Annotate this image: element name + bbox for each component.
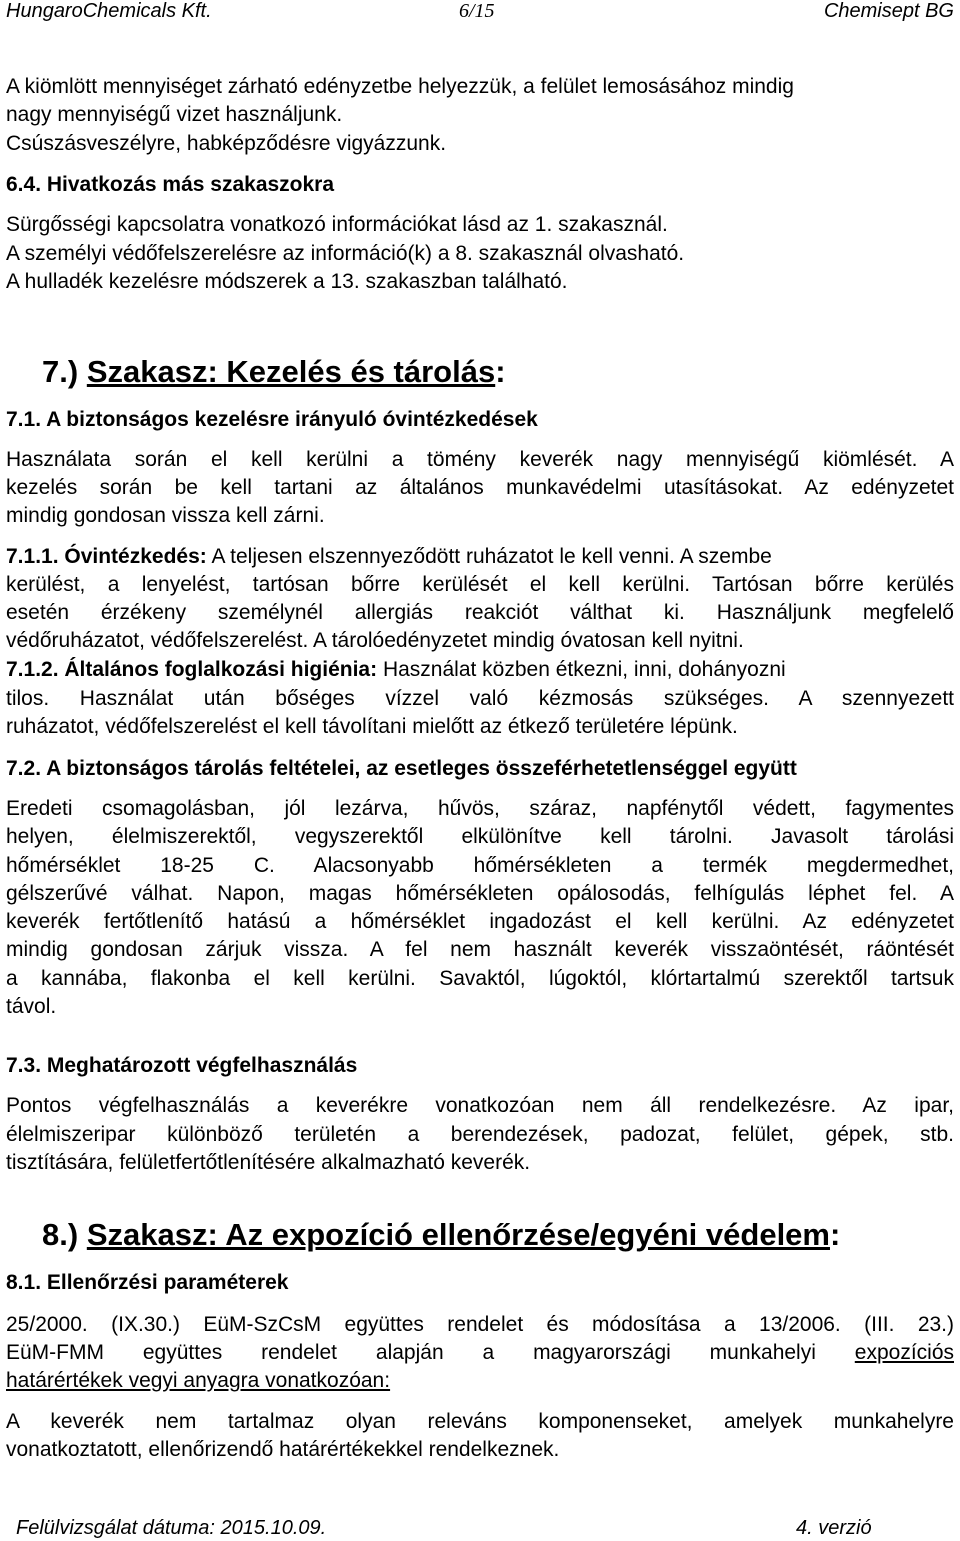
p73-line-3: tisztítására, felületfertőtlenítésére alkalmazható keverék.: [6, 1151, 531, 1174]
p711-line-4: védőruházatot, védőfelszerelést. A tárolóedényzetet mindig óvatosan kell nyitni.: [6, 629, 744, 652]
section-8-heading: [42, 1218, 840, 1252]
p712-line-1-text: Használat közben étkezni, inni, dohányozni: [382, 658, 786, 681]
p711-line-2: kerülést, a lenyelést, tartósan bőrre kerülését el kell kerülni. Tartósan bőrre kerülés: [6, 573, 954, 596]
section6-text-line-3: Csúszásveszélyre, habképződésre vigyázzunk.: [6, 132, 447, 155]
p72-line-5: keverék fertőtlenítő hatású a hőmérséklet ingadozást el kell kerülni. Az edényzetet: [6, 910, 954, 933]
section-7-paren: ): [67, 354, 79, 389]
p71-line-3: mindig gondosan vissza kell zárni.: [6, 504, 325, 527]
p81-line-5: vonatkoztatott, ellenőrizendő határértékekkel rendelkeznek.: [6, 1438, 560, 1461]
p711-line-1: [6, 545, 772, 569]
heading-7-3: 7.3. Meghatározott végfelhasználás: [6, 1054, 358, 1077]
heading-7-1: 7.1. A biztonságos kezelésre irányuló óvintézkedések: [6, 408, 538, 431]
p712-line-1: [6, 658, 786, 682]
section-8-paren: ): [67, 1217, 79, 1252]
p72-line-7: a kannába, flakonba el kell kerülni. Savaktól, lúgoktól, klórtartalmú szerektől tartsuk: [6, 967, 954, 990]
header-product: Chemisept BG: [823, 0, 954, 22]
p711-line-1-text: A teljesen elszennyeződött ruházatot le kell venni. A szembe: [211, 545, 772, 568]
reference-line-3: A hulladék kezelésre módszerek a 13. szakaszban található.: [6, 270, 568, 293]
heading-8-1: 8.1. Ellenőrzési paraméterek: [6, 1271, 289, 1294]
p81-line-2: [6, 1341, 954, 1365]
heading-6-4: 6.4. Hivatkozás más szakaszokra: [6, 173, 335, 196]
section-7-number: 7.: [42, 354, 68, 389]
p81-line-4: A keverék nem tartalmaz olyan releváns komponenseket, amelyek munkahelyre: [6, 1410, 954, 1433]
reference-line-2: A személyi védőfelszerelésre az információ(k) a 8. szakasznál olvasható.: [6, 242, 685, 265]
p71-line-1: Használata során el kell kerülni a tömény keverék nagy mennyiségű kiömlését. A: [6, 448, 954, 471]
p711-line-3: esetén érzékeny személynél allergiás reakciót válthat ki. Használjunk megfelelő: [6, 601, 954, 624]
heading-7-1-1: 7.1.1. Óvintézkedés:: [6, 545, 207, 568]
section-8-title: Szakasz: Az expozíció ellenőrzése/egyéni védelem: [86, 1217, 830, 1252]
section-7-title: Szakasz: Kezelés és tárolás: [86, 354, 496, 389]
section6-text-line-1: A kiömlött mennyiséget zárható edényzetbe helyezzük, a felület lemosásához mindig: [6, 75, 794, 98]
heading-7-2: 7.2. A biztonságos tárolás feltételei, az esetleges összeférhetetlenséggel együtt: [6, 757, 797, 780]
p72-line-8: távol.: [6, 995, 57, 1018]
p81-line-2-text: EüM-FMM együttes rendelet alapján a magyarországi munkahelyi: [6, 1341, 816, 1364]
footer-review-date: Felülvizsgálat dátuma: 2015.10.09.: [16, 1517, 327, 1539]
p712-line-3: ruházatot, védőfelszerelést el kell távolítani mielőtt az étkező területére lépünk.: [6, 715, 738, 738]
p72-line-1: Eredeti csomagolásban, jól lezárva, hűvös, száraz, napfénytől védett, fagymentes: [6, 797, 954, 820]
section-7-heading: [42, 355, 506, 389]
p72-line-2: helyen, élelmiszerektől, vegyszerektől elkülönítve kell tárolni. Javasolt tárolási: [6, 825, 954, 848]
exposure-limits-link[interactable]: expozíciós: [854, 1341, 954, 1364]
section-8-number: 8.: [42, 1217, 68, 1252]
reference-line-1: Sürgősségi kapcsolatra vonatkozó információkat lásd az 1. szakasznál.: [6, 213, 668, 236]
p712-line-2: tilos. Használat után bőséges vízzel való kézmosás szükséges. A szennyezett: [6, 687, 954, 710]
heading-7-1-2: 7.1.2. Általános foglalkozási higiénia:: [6, 658, 378, 681]
section6-text-line-2: nagy mennyiségű vizet használjunk.: [6, 103, 343, 126]
p72-line-6: mindig gondosan zárjuk vissza. A fel nem használt keverék visszaöntését, ráöntését: [6, 938, 954, 961]
section-7-colon: :: [495, 354, 506, 389]
p72-line-4: gélszerűvé válhat. Napon, magas hőmérsékleten opálosodás, felhígulás léphet fel. A: [6, 882, 954, 905]
footer-version: 4. verzió: [796, 1517, 872, 1539]
p81-line-1: 25/2000. (IX.30.) EüM-SzCsM együttes rendelet és módosítása a 13/2006. (III. 23.): [6, 1313, 954, 1336]
header-company: HungaroChemicals Kft.: [6, 0, 212, 22]
section-8-colon: :: [829, 1217, 841, 1252]
p73-line-1: Pontos végfelhasználás a keverékre vonatkozóan nem áll rendelkezésre. Az ipar,: [6, 1094, 954, 1117]
p71-line-2: kezelés során be kell tartani az általános munkavédelmi utasításokat. Az edényzetet: [6, 476, 954, 499]
p73-line-2: élelmiszeripar különböző területén a berendezések, padozat, felület, gépek, stb.: [6, 1123, 954, 1146]
exposure-limits-link-continued[interactable]: határértékek vegyi anyagra vonatkozóan:: [6, 1369, 391, 1392]
header-page-number: 6/15: [459, 0, 495, 22]
p72-line-3: hőmérséklet 18-25 C. Alacsonyabb hőmérsékleten a termék megdermedhet,: [6, 854, 954, 877]
